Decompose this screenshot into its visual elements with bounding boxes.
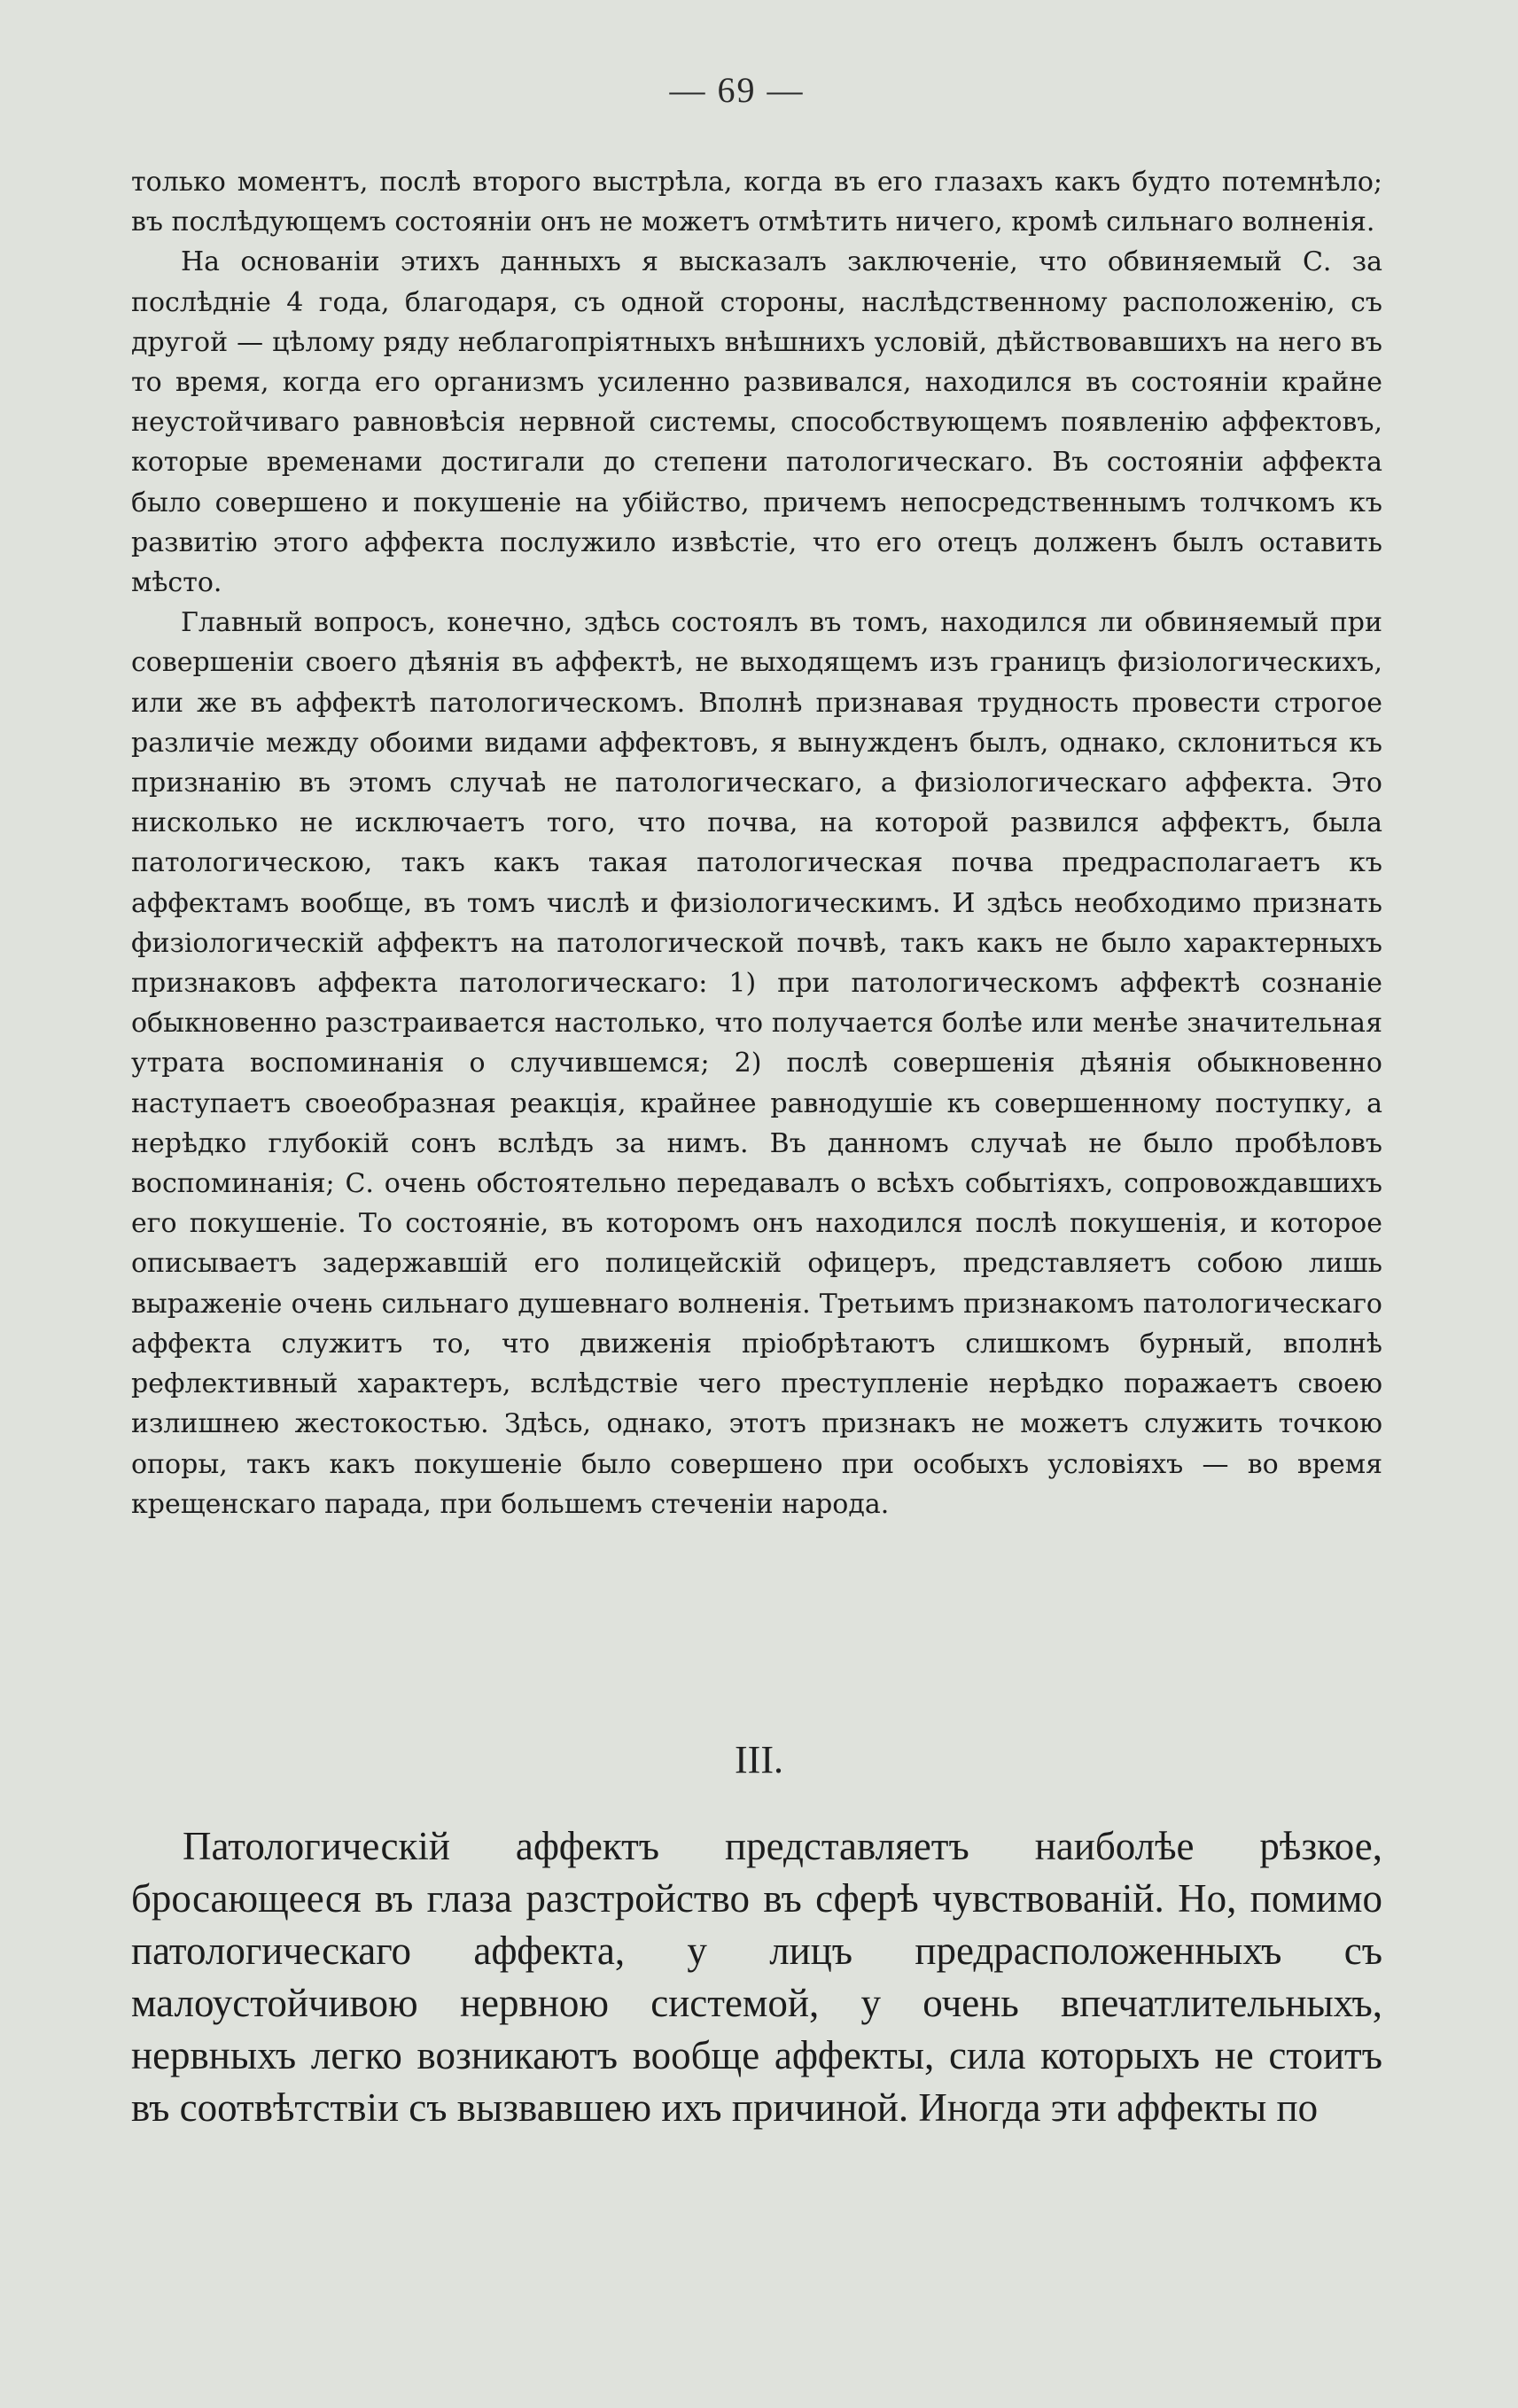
body-text-large: [131, 1820, 1382, 2134]
body-text-small: [131, 162, 1382, 1524]
page-number: — 69 —: [669, 70, 805, 110]
paragraph-conclusion: На основаніи этихъ данныхъ я высказалъ заключеніе, что обвиняемый С. за послѣдніе 4 года, благодаря, съ одной стороны, наслѣдственному расположенію, съ другой — цѣлому ряду неблагопріятныхъ внѣшнихъ условій, дѣйствовавшихъ на него въ то время, когда его организмъ усиленно развивался, находился въ состояніи крайне неустойчиваго равновѣсія нервной системы, способствующемъ появленію аффектовъ, которые временами достигали до степени патологическаго. Въ состояніи аффекта было совершено и покушеніе на убійство, причемъ непосредственнымъ толчкомъ къ развитію этого аффекта послужило извѣстіе, что его отецъ долженъ былъ оставить мѣсто.: [131, 246, 1382, 599]
paragraph-main-question: Главный вопросъ, конечно, здѣсь состоялъ въ томъ, находился ли обвиняемый при совершеніи своего дѣянія въ аффектѣ, не выходящемъ изъ границъ физіологическихъ, или же въ аффектѣ патологическомъ. Вполнѣ признавая трудность провести строгое различіе между обоими видами аффектовъ, я вынужденъ былъ, однако, склониться къ признанію въ этомъ случаѣ не патологическаго, а физіологическаго аффекта. Это нисколько не исключаетъ того, что почва, на которой развился аффектъ, была патологическою, такъ какъ такая патологическая почва предрасполагаетъ къ аффектамъ вообще, въ томъ числѣ и физіологическимъ. И здѣсь необходимо признать физіологическій аффектъ на патологической почвѣ, такъ какъ не было характерныхъ признаковъ аффекта патологическаго: 1) при патологическомъ аффектѣ сознаніе обыкновенно разстраивается настолько, что получается болѣе или менѣе значительная утрата воспоминанія о случившемся; 2) послѣ совершенія дѣянія обыкновенно наступаетъ своеобразная реакція, крайнее равнодушіе къ совершенному поступку, а нерѣдко глубокій сонъ вслѣдъ за нимъ. Въ данномъ случаѣ не было пробѣловъ воспоминанія; С. очень обстоятельно передавалъ о всѣхъ событіяхъ, сопровождавшихъ его покушеніе. То состояніе, въ которомъ онъ находился послѣ покушенія, и которое описываетъ задержавшій его полицейскій офицеръ, представляетъ собою лишь выраженіе очень сильнаго душевнаго волненія. Третьимъ признакомъ патологическаго аффекта служитъ то, что движенія пріобрѣтаютъ слишкомъ бурный, вполнѣ рефлективный характеръ, вслѣдствіе чего преступленіе нерѣдко поражаетъ своею излишнею жестокостью. Здѣсь, однако, этотъ признакъ не можетъ служить точкою опоры, такъ какъ покушеніе было совершено при особыхъ условіяхъ — во время крещенскаго парада, при большемъ стеченіи народа.: [131, 607, 1382, 1520]
section-paragraph: Патологическій аффектъ представляетъ наиболѣе рѣзкое, бросающееся въ глаза разстройство въ сферѣ чувствованій. Но, помимо патологическаго аффекта, у лицъ предрасположенныхъ съ малоустойчивою нервною системой, у очень впечатлительныхъ, нервныхъ легко возникаютъ вообще аффекты, сила которыхъ не стоитъ въ соотвѣтствіи съ вызвавшею ихъ причиной. Иногда эти аффекты по: [131, 1824, 1382, 2130]
paragraph-continuation: только моментъ, послѣ второго выстрѣла, когда въ его глазахъ какъ будто потемнѣло; въ послѣдующемъ состояніи онъ не можетъ отмѣтить ничего, кромѣ сильнаго волненія.: [131, 167, 1382, 238]
section-heading: III.: [735, 1738, 783, 1781]
